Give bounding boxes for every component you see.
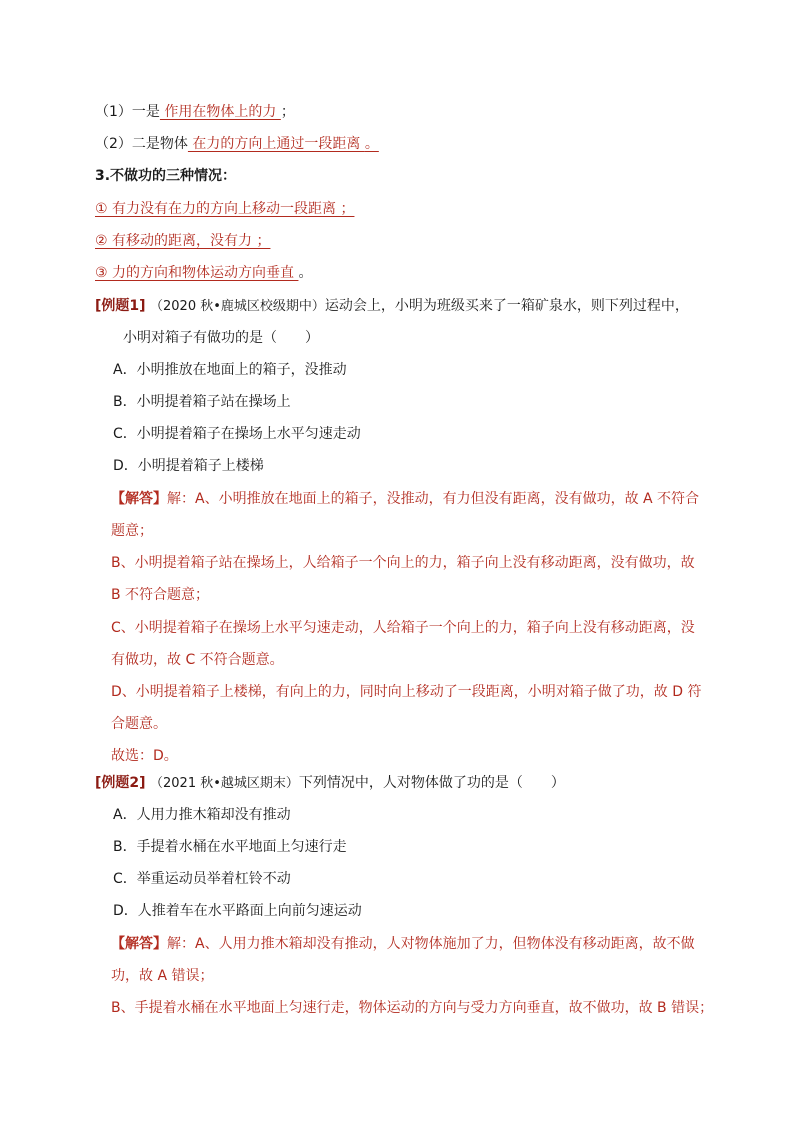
example-2-answer-line-2: 功，故 A 错误； (111, 968, 214, 984)
section-3-item-3 (95, 263, 312, 283)
example-1-option-d: D．小明提着箱子上楼梯 (113, 458, 264, 474)
example-1-answer-line-2: 题意； (111, 523, 153, 539)
condition-1-prefix: （1）一是 (95, 104, 160, 120)
example-1-stem (95, 296, 689, 317)
example-2-option-c: C．举重运动员举着杠铃不动 (113, 871, 291, 887)
example-2-source: （2021 秋•越城区期末） (150, 776, 299, 791)
example-2-option-a: A．人用力推木箱却没有推动 (113, 807, 291, 823)
example-1-option-c: C．小明提着箱子在操场上水平匀速走动 (113, 426, 361, 442)
example-1-answer-text-1: 解：A、小明推放在地面上的箱子，没推动，有力但没有距离，没有做功，故 A 不符合 (167, 491, 700, 507)
condition-1-answer: 作用在物体上的力 (159, 104, 281, 120)
example-1-answer-line-5: C、小明提着箱子在操场上水平匀速走动，人给箱子一个向上的力，箱子向上没有移动距离，没 (111, 620, 695, 636)
example-2-answer-line-1 (111, 934, 695, 954)
example-1-answer-line-4: B 不符合题意； (111, 587, 210, 603)
condition-2-prefix: （2）二是物体 (95, 136, 188, 152)
condition-1 (95, 102, 295, 122)
example-2-stem (95, 773, 565, 794)
example-1-option-a: A．小明推放在地面上的箱子，没推动 (113, 362, 347, 378)
example-1-answer-line-6: 有做功，故 C 不符合题意。 (111, 652, 284, 668)
example-1-answer-tag: 【解答】 (111, 491, 167, 507)
example-2-option-b: B．手提着水桶在水平地面上匀速行走 (113, 839, 347, 855)
example-1-source: （2020 秋•鹿城区校级期中） (150, 299, 325, 314)
example-2-tag: [例题2] (95, 775, 146, 791)
section-3-item-3-suffix: 。 (298, 265, 313, 281)
example-1-answer-line-3: B、小明提着箱子站在操场上，人给箱子一个向上的力，箱子向上没有移动距离，没有做功，故 (111, 555, 695, 571)
example-2-stem-line-1: 下列情况中，人对物体做了功的是（ ） (298, 775, 565, 791)
example-1-tag: [例题1] (95, 298, 146, 314)
example-2-answer-line-3: B、手提着水桶在水平地面上匀速行走，物体运动的方向与受力方向垂直，故不做功，故 B 错误； (111, 1000, 714, 1016)
example-2-answer-tag: 【解答】 (111, 936, 167, 952)
example-2-option-d: D．人推着车在水平路面上向前匀速运动 (113, 903, 362, 919)
example-2-answer-text-1: 解：A、人用力推木箱却没有推动，人对物体施加了力，但物体没有移动距离，故不做 (167, 936, 695, 952)
example-1-answer-line-7: D、小明提着箱子上楼梯，有向上的力，同时向上移动了一段距离，小明对箱子做了功，故 D 符 (111, 684, 702, 700)
section-3-item-2-text: ② 有移动的距离，没有力 ； (95, 233, 271, 249)
example-1-stem-line-1: 运动会上，小明为班级买来了一箱矿泉水，则下列过程中， (324, 298, 689, 314)
example-1-stem-line-2: 小明对箱子有做功的是（ ） (123, 330, 319, 346)
section-3-item-1 (95, 199, 354, 219)
example-1-answer-line-8: 合题意。 (111, 716, 167, 732)
example-1-answer-line-1 (111, 489, 699, 509)
example-1-option-b: B．小明提着箱子站在操场上 (113, 394, 291, 410)
condition-2 (95, 134, 379, 154)
section-3-item-1-text: ① 有力没有在力的方向上移动一段距离 ； (95, 201, 355, 217)
section-3-item-2 (95, 231, 270, 251)
condition-1-suffix: ； (280, 104, 295, 120)
condition-2-answer: 在力的方向上通过一段距离 (187, 136, 365, 152)
section-3-item-3-text: ③ 力的方向和物体运动方向垂直 (95, 265, 299, 281)
example-1-answer-line-9: 故选：D。 (111, 748, 178, 764)
condition-2-suffix: 。 (364, 136, 379, 152)
section-3-title: 3.不做功的三种情况： (95, 168, 237, 184)
